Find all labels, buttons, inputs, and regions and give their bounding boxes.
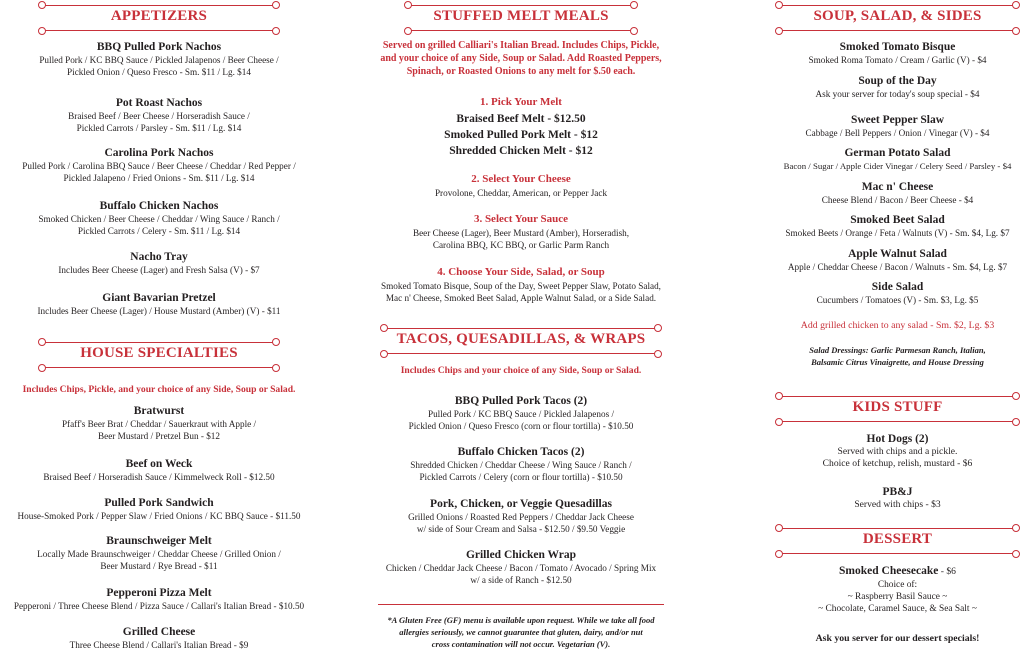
cheese-options: Provolone, Cheddar, American, or Pepper Jack bbox=[434, 188, 608, 198]
menu-item: Beef on Weck Braised Beef / Horseradish Sauce / Kimmelweck Roll - $12.50 bbox=[43, 458, 275, 482]
gluten-free-disclaimer: *A Gluten Free (GF) menu is available upon request. While we take all food allergies seriously, we cannot guarantee that gluten, dairy, and/or nut cross contamination will not occur. Vegetarian (V). bbox=[387, 615, 655, 649]
menu-item: Buffalo Chicken Nachos Smoked Chicken / Beer Cheese / Cheddar / Wing Sauce / Ranch / Pickled Carrots / Celery - Sm. $11 / Lg. $14 bbox=[38, 200, 280, 236]
section-title: SOUP, SALAD, & SIDES bbox=[813, 8, 982, 24]
menu-item: Pork, Chicken, or Veggie Quesadillas Grilled Onions / Roasted Red Peppers / Cheddar Jack Cheese w/ side of Sour Cream and Salsa - $12.50 / $9.50 Veggie bbox=[408, 498, 634, 534]
column-middle bbox=[362, 0, 680, 654]
sauce-options: Beer Cheese (Lager), Beer Mustard (Amber), Horseradish, Carolina BBQ, KC BBQ, or Garlic Parm Ranch bbox=[412, 228, 630, 250]
menu-item: Mac n' Cheese Cheese Blend / Bacon / Beer Cheese - $4 bbox=[821, 181, 974, 205]
section-header-dessert bbox=[777, 528, 1018, 554]
salad-addon: Add grilled chicken to any salad - Sm. $2, Lg. $3 bbox=[800, 320, 995, 331]
menu-item: BBQ Pulled Pork Tacos (2) Pulled Pork / KC BBQ Sauce / Pickled Jalapenos / Pickled Onion / Queso Fresco (corn or flour tortilla) - $10.50 bbox=[408, 395, 634, 431]
melt-intro: Served on grilled Calliari's Italian Bread. Includes Chips, Pickle, and your choice of any Side, Soup or Salad. Add Roasted Peppers, Spinach, or Roasted Onions to any melt for $.50 each. bbox=[380, 40, 662, 77]
divider bbox=[378, 604, 664, 605]
menu-item: Pepperoni Pizza Melt Pepperoni / Three Cheese Blend / Pizza Sauce / Callari's Italian Bread - $10.50 bbox=[13, 587, 305, 611]
menu-item: Nacho Tray Includes Beer Cheese (Lager) and Fresh Salsa (V) - $7 bbox=[58, 251, 260, 275]
section-note: Includes Chips and your choice of any Side, Soup or Salad. bbox=[400, 365, 642, 376]
column-left bbox=[0, 0, 318, 654]
menu-item: Bratwurst Pfaff's Beer Brat / Cheddar / Sauerkraut with Apple / Beer Mustard / Pretzel Bun - $12 bbox=[61, 405, 257, 441]
menu-item: Apple Walnut Salad Apple / Cheddar Cheese / Bacon / Walnuts - Sm. $4, Lg. $7 bbox=[787, 248, 1008, 272]
menu-item: Smoked Beet Salad Smoked Beets / Orange / Feta / Walnuts (V) - Sm. $4, Lg. $7 bbox=[785, 214, 1010, 238]
menu-item: Buffalo Chicken Tacos (2) Shredded Chicken / Cheddar Cheese / Wing Sauce / Ranch / Pickled Carrots / Celery (corn or flour tortilla) - $10.50 bbox=[410, 446, 632, 482]
melt-step-3: 3. Select Your Sauce bbox=[473, 213, 569, 225]
menu-item: Smoked Tomato Bisque Smoked Roma Tomato / Cream / Garlic (V) - $4 bbox=[808, 41, 987, 65]
section-title: HOUSE SPECIALTIES bbox=[80, 345, 238, 361]
section-title: STUFFED MELT MEALS bbox=[433, 8, 609, 24]
column-right bbox=[765, 0, 1030, 654]
section-title: DESSERT bbox=[862, 531, 933, 547]
melt-list: Braised Beef Melt - $12.50 Smoked Pulled Pork Melt - $12 Shredded Chicken Melt - $12 bbox=[444, 113, 598, 157]
melt-step-1: 1. Pick Your Melt bbox=[480, 96, 562, 108]
menu-item: Carolina Pork Nachos Pulled Pork / Carolina BBQ Sauce / Beer Cheese / Cheddar / Red Pepper / Pickled Jalapeno / Fried Onions - Sm. $11 / Lg. $14 bbox=[22, 147, 296, 183]
section-title: TACOS, QUESADILLAS, & WRAPS bbox=[396, 331, 646, 347]
menu-item: Pot Roast Nachos Braised Beef / Beer Cheese / Horseradish Sauce / Pickled Carrots / Parsley - Sm. $11 / Lg. $14 bbox=[68, 97, 250, 133]
menu-item: PB&J Served with chips - $3 bbox=[854, 486, 941, 510]
menu-item: Grilled Chicken Wrap Chicken / Cheddar Jack Cheese / Bacon / Tomato / Avocado / Spring Mix w/ a side of Ranch - $12.50 bbox=[385, 549, 657, 585]
menu-item: Giant Bavarian Pretzel Includes Beer Cheese (Lager) / House Mustard (Amber) (V) - $11 bbox=[37, 292, 281, 316]
section-header-tacos bbox=[382, 328, 660, 354]
menu-item: German Potato Salad Bacon / Sugar / Apple Cider Vinegar / Celery Seed / Parsley - $4 bbox=[783, 147, 1012, 171]
salad-dressings: Salad Dressings: Garlic Parmesan Ranch, Italian, Balsamic Citrus Vinaigrette, and House Dressing bbox=[809, 345, 986, 367]
menu-item: Grilled Cheese Three Cheese Blend / Callari's Italian Bread - $9 bbox=[69, 626, 249, 650]
section-header-melt bbox=[406, 5, 636, 31]
menu-item: Soup of the Day Ask your server for today's soup special - $4 bbox=[815, 75, 980, 99]
side-options: Smoked Tomato Bisque, Soup of the Day, Sweet Pepper Slaw, Potato Salad, Mac n' Cheese, Smoked Beet Salad, Apple Walnut Salad, or a Side Salad. bbox=[381, 281, 661, 303]
menu-item-dessert: Smoked Cheesecake - $6 Choice of: ~ Raspberry Basil Sauce ~ ~ Chocolate, Caramel Sauce, & Sea Salt ~ bbox=[818, 565, 977, 614]
menu-item: Pulled Pork Sandwich House-Smoked Pork / Pepper Slaw / Fried Onions / KC BBQ Sauce - $11.50 bbox=[17, 497, 301, 521]
section-header-kids bbox=[777, 396, 1018, 422]
menu-item: Hot Dogs (2) Served with chips and a pickle. Choice of ketchup, relish, mustard - $6 bbox=[822, 433, 973, 469]
section-header-house bbox=[40, 342, 278, 368]
section-note: Includes Chips, Pickle, and your choice of any Side, Soup or Salad. bbox=[22, 384, 296, 395]
section-header-soup bbox=[777, 5, 1018, 31]
dessert-specials: Ask you server for our dessert specials! bbox=[815, 633, 980, 644]
melt-step-2: 2. Select Your Cheese bbox=[471, 173, 571, 185]
menu-item: Braunschweiger Melt Locally Made Braunschweiger / Cheddar Cheese / Grilled Onion / Beer Mustard / Rye Bread - $11 bbox=[37, 535, 281, 571]
melt-step-4: 4. Choose Your Side, Salad, or Soup bbox=[437, 266, 605, 278]
menu-item: Sweet Pepper Slaw Cabbage / Bell Peppers / Onion / Vinegar (V) - $4 bbox=[805, 114, 990, 138]
section-title: KIDS STUFF bbox=[852, 399, 943, 415]
section-title: APPETIZERS bbox=[110, 8, 208, 24]
menu-item: BBQ Pulled Pork Nachos Pulled Pork / KC BBQ Sauce / Pickled Jalapenos / Beer Cheese / Pickled Onion / Queso Fresco - Sm. $11 / Lg. $14 bbox=[39, 41, 279, 77]
menu-item: Side Salad Cucumbers / Tomatoes (V) - Sm. $3, Lg. $5 bbox=[816, 281, 979, 305]
section-header-appetizers bbox=[40, 5, 278, 31]
